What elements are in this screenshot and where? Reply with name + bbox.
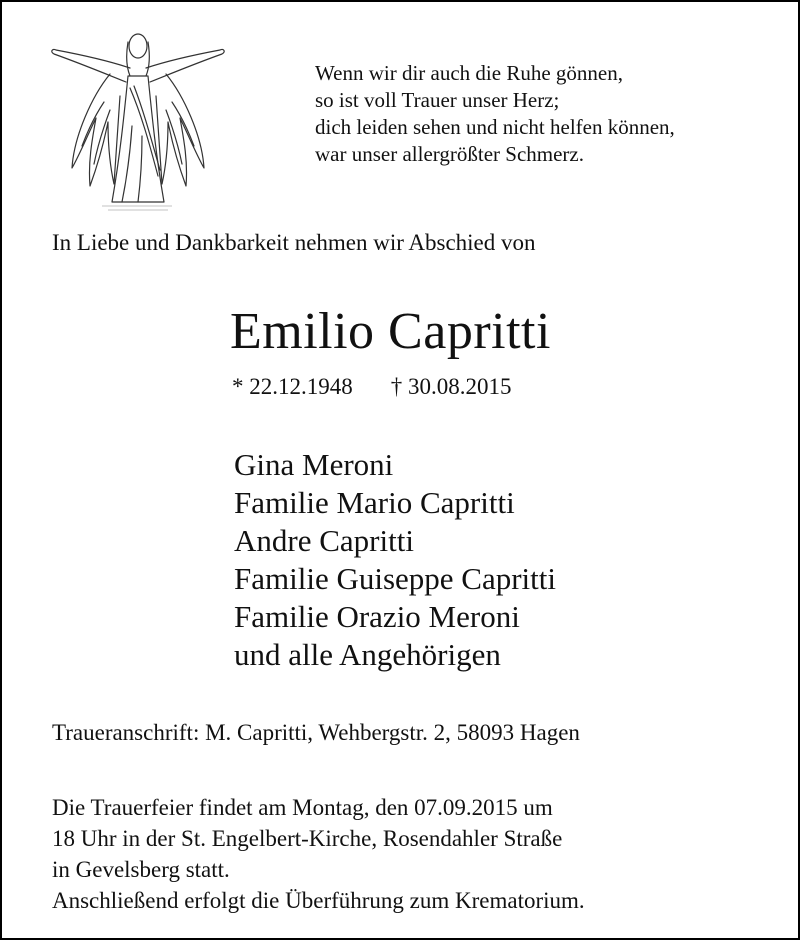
poem-line: so ist voll Trauer unser Herz;: [315, 88, 560, 112]
birth-date: * 22.12.1948: [232, 374, 353, 399]
deceased-name: Emilio Capritti: [230, 303, 551, 360]
service-line: Die Trauerfeier findet am Montag, den 07.09.2015 um: [52, 795, 553, 820]
mourner: Familie Mario Capritti: [234, 485, 515, 520]
service-line: in Gevelsberg statt.: [52, 857, 230, 882]
mourner: Gina Meroni: [234, 447, 394, 482]
mourner: Familie Guiseppe Capritti: [234, 561, 557, 596]
poem-line: war unser allergrößter Schmerz.: [315, 142, 585, 166]
angel-icon: [42, 26, 232, 212]
poem-line: Wenn wir dir auch die Ruhe gönnen,: [315, 61, 623, 85]
poem-line: dich leiden sehen und nicht helfen können,: [315, 115, 675, 139]
service-line: 18 Uhr in der St. Engelbert-Kirche, Rosendahler Straße: [52, 826, 563, 851]
intro-text: In Liebe und Dankbarkeit nehmen wir Abschied von: [52, 230, 536, 255]
mourning-address: Traueranschrift: M. Capritti, Wehbergstr. 2, 58093 Hagen: [52, 720, 580, 745]
mourner: und alle Angehörigen: [234, 637, 501, 672]
death-date: † 30.08.2015: [390, 374, 512, 399]
service-line: Anschließend erfolgt die Überführung zum Krematorium.: [52, 888, 585, 913]
mourner: Familie Orazio Meroni: [234, 599, 520, 634]
mourner: Andre Capritti: [234, 523, 414, 558]
mourners-list: [234, 446, 556, 674]
life-dates: [232, 374, 512, 400]
service-info: [52, 792, 585, 916]
poem: [315, 60, 675, 168]
